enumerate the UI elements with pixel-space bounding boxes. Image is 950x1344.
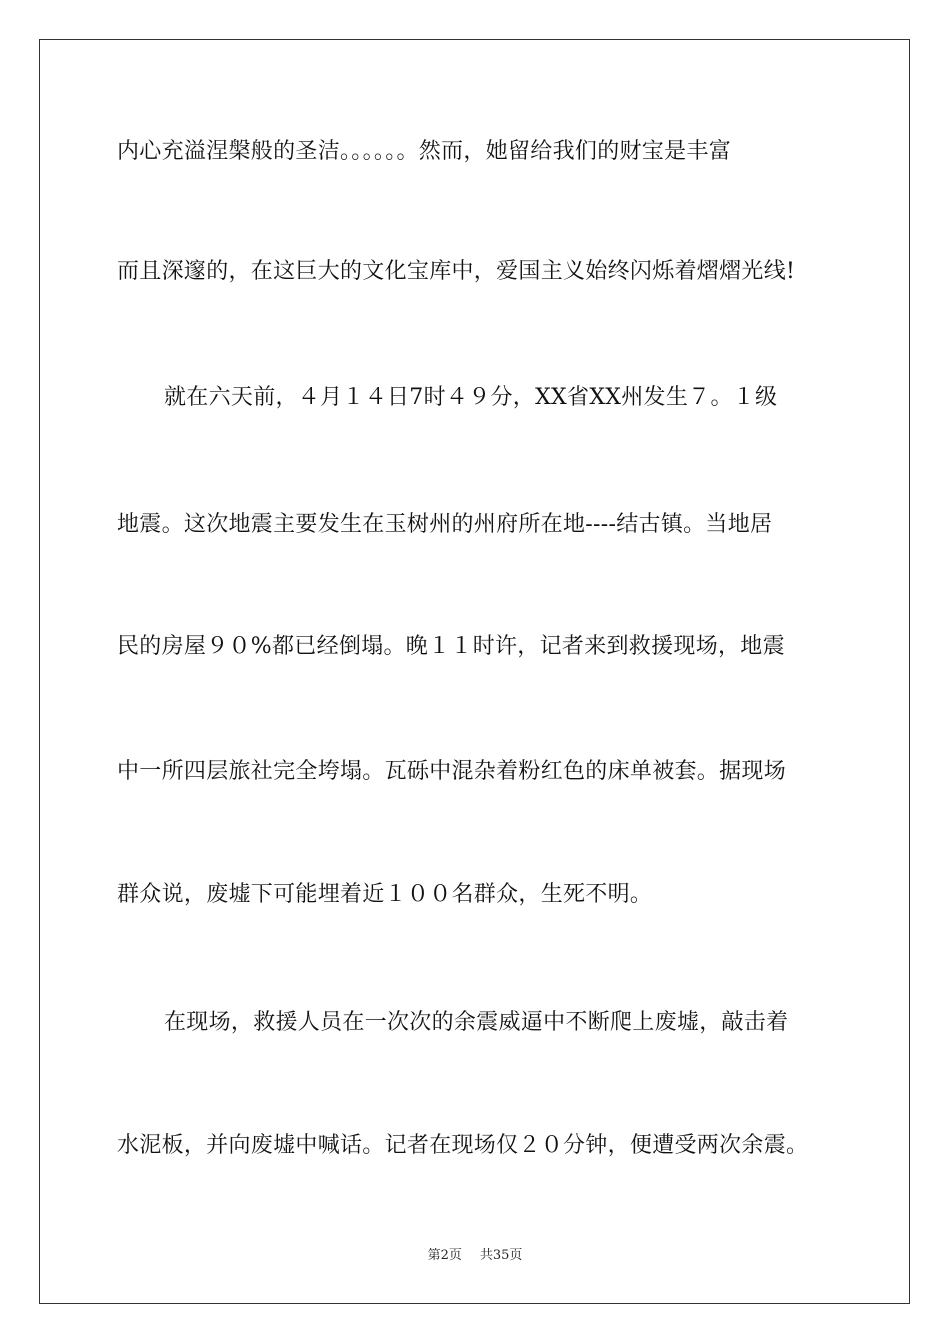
body-line: 而且深邃的，在这巨大的文化宝库中，爱国主义始终闪烁着熠熠光线!	[117, 259, 796, 284]
body-line: 地震。这次地震主要发生在玉树州的州府所在地----结古镇。当地居	[117, 512, 773, 537]
body-line: 中一所四层旅社完全垮塌。瓦砾中混杂着粉红色的床单被套。据现场	[117, 759, 787, 784]
body-line: 内心充溢涅槃般的圣洁。。。。。。然而，她留给我们的财宝是丰富	[117, 139, 732, 164]
body-line: 水泥板，并向废墟中喊话。记者在现场仅２０分钟，便遭受两次余震。	[117, 1133, 809, 1158]
paragraph-first-line: 在现场，救援人员在一次次的余震威逼中不断爬上废墟，敲击着	[164, 1010, 789, 1035]
page-number: 第2页	[427, 1248, 462, 1263]
page-border	[39, 39, 910, 1304]
body-line: 群众说，废墟下可能埋着近１００名群众，生死不明。	[117, 882, 653, 907]
page-footer	[0, 1247, 950, 1265]
paragraph-first-line: 就在六天前，４月１４日7时４９分，XX省XX州发生７。１级	[164, 385, 778, 410]
page-total: 共35页	[479, 1248, 523, 1263]
body-line: 民的房屋９０%都已经倒塌。晚１１时许，记者来到救援现场，地震	[117, 634, 785, 659]
